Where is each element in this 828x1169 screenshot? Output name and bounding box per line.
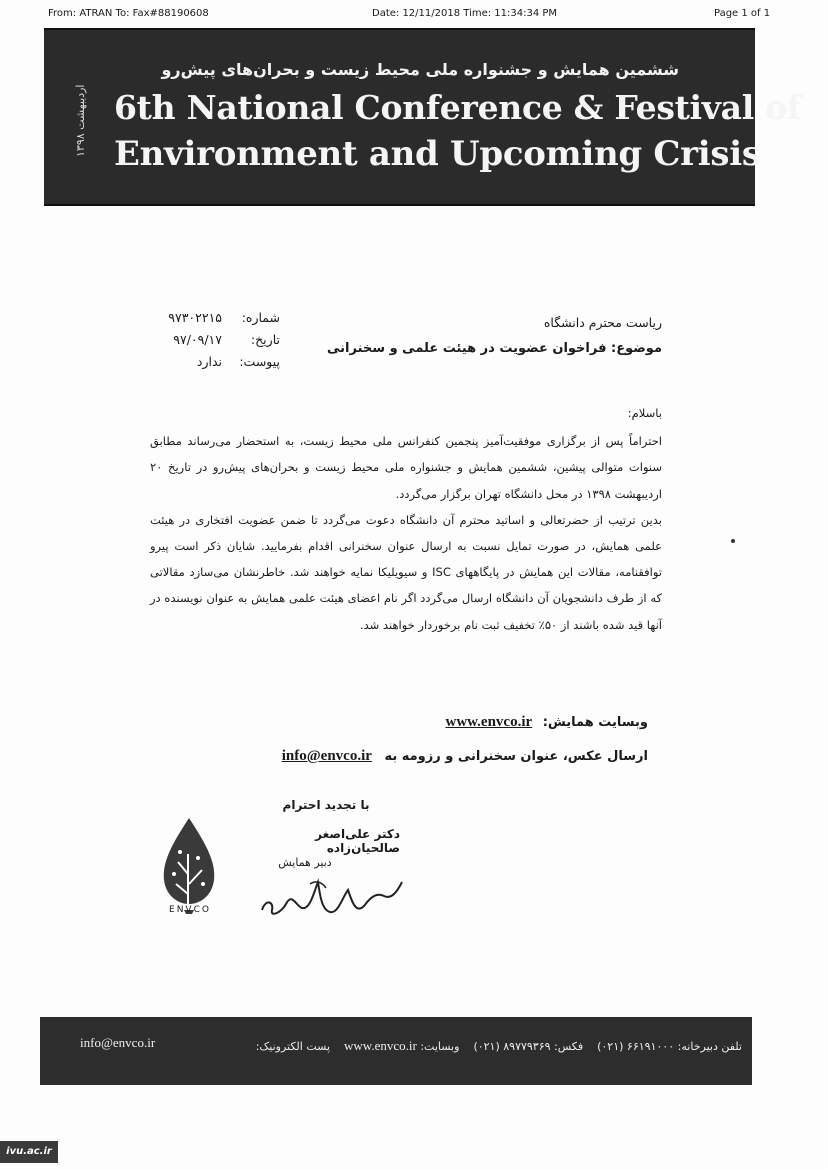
envco-logo-text: ENVCO <box>169 905 211 915</box>
meta-attachment-label: پیوست: <box>239 353 280 369</box>
fax-header <box>0 6 828 24</box>
banner-title-english-line1: 6th National Conference & Festival of <box>114 88 801 127</box>
footer-website[interactable]: www.envco.ir <box>344 1038 417 1053</box>
footer-email-label: پست الکترونیک: <box>255 1040 331 1053</box>
corner-watermark-logo: ivu.ac.ir <box>0 1141 58 1163</box>
stray-mark <box>731 539 735 543</box>
letter-addressee: ریاست محترم دانشگاه <box>543 315 662 330</box>
meta-attachment-row <box>150 350 280 372</box>
letter-paragraph-2: بدین ترتیب از حضرتعالی و اساتید محترم آن دانشگاه دعوت می‌گردد تا ضمن عضویت افتخاری در هیئت علمی همایش، در صورت تمایل نسبت به ارسال عنوان سخنرانی اقدام بفرمایید. شایان ذکر است پیرو توافقنامه، مقالات این همایش در پایگاههای ISC و سیویلیکا نمایه خواهند شد. خاطرنشان می‌سازد مقالاتی که از طرف دانشجویان آن دانشگاه ارسال می‌گردد اگر نام اعضای هیئت علمی همایش به عنوان نویسنده در آنها قید شده باشند از ۵۰٪ تخفیف ثبت نام برخوردار خواهند شد. <box>150 512 662 632</box>
fax-from-to: From: ATRAN To: Fax#88190608 <box>48 8 209 19</box>
letterhead-footer <box>40 1017 752 1085</box>
footer-website-label: وبسایت: <box>420 1040 460 1053</box>
signer-name: دکتر علی‌اصغر صالحیان‌زاده <box>315 827 400 855</box>
footer-phone: تلفن دبیرخانه: ۶۶۱۹۱۰۰۰ (۰۲۱) <box>597 1040 742 1053</box>
closing-regards: با تجدید احترام <box>282 798 370 812</box>
email-label: ارسال عکس، عنوان سخنرانی و رزومه به <box>384 749 648 764</box>
signer-role: دبیر همایش <box>278 856 332 869</box>
footer-email[interactable]: info@envco.ir <box>80 1035 156 1050</box>
website-label: وبسایت همایش: <box>542 715 648 730</box>
fax-date-time: Date: 12/11/2018 Time: 11:34:34 PM <box>372 8 558 19</box>
meta-number-row <box>150 306 280 328</box>
banner-title-english-line2: Environment and Upcoming Crisis <box>114 134 761 174</box>
email-line <box>282 748 648 765</box>
meta-date-label: تاریخ: <box>250 331 280 347</box>
meta-number-value: ۹۷۳۰۲۲۱۵ <box>168 309 222 325</box>
handwritten-signature <box>252 862 412 922</box>
website-line <box>446 714 649 731</box>
fax-page-number: Page 1 of 1 <box>714 8 771 19</box>
footer-contact-line <box>256 1038 742 1054</box>
meta-date-row <box>150 328 280 350</box>
letter-subject: موضوع: فراخوان عضویت در هیئت علمی و سخنرانی <box>327 341 662 356</box>
meta-number-label: شماره: <box>241 309 280 325</box>
letterhead-banner <box>44 28 801 206</box>
letter-body <box>150 400 662 638</box>
letter-greeting: باسلام: <box>627 406 662 420</box>
meta-attachment-value: ندارد <box>196 353 222 369</box>
letter-meta <box>150 306 280 372</box>
footer-fax: فکس: ۸۹۷۷۹۳۶۹ (۰۲۱) <box>473 1040 584 1053</box>
meta-date-value: ۹۷/۰۹/۱۷ <box>173 331 222 347</box>
email-link[interactable]: info@envco.ir <box>281 748 372 764</box>
banner-side-date: اردیبهشت ۱۳۹۸ <box>74 84 87 158</box>
letter-paragraph-1: احتراماً پس از برگزاری موفقیت‌آمیز پنجمین کنفرانس ملی محیط زیست، به استحضار می‌رساند مطابق سنوات متوالی پیشین، ششمین همایش و جشنواره ملی محیط زیست و بحران‌های پیش‌رو در تاریخ ۲۰ اردیبهشت ۱۳۹۸ در محل دانشگاه تهران برگزار می‌گردد. <box>150 434 662 501</box>
banner-title-persian: ششمین همایش و جشنواره ملی محیط زیست و بحران‌های پیش‌رو <box>161 60 679 79</box>
website-link[interactable]: www.envco.ir <box>445 714 533 730</box>
